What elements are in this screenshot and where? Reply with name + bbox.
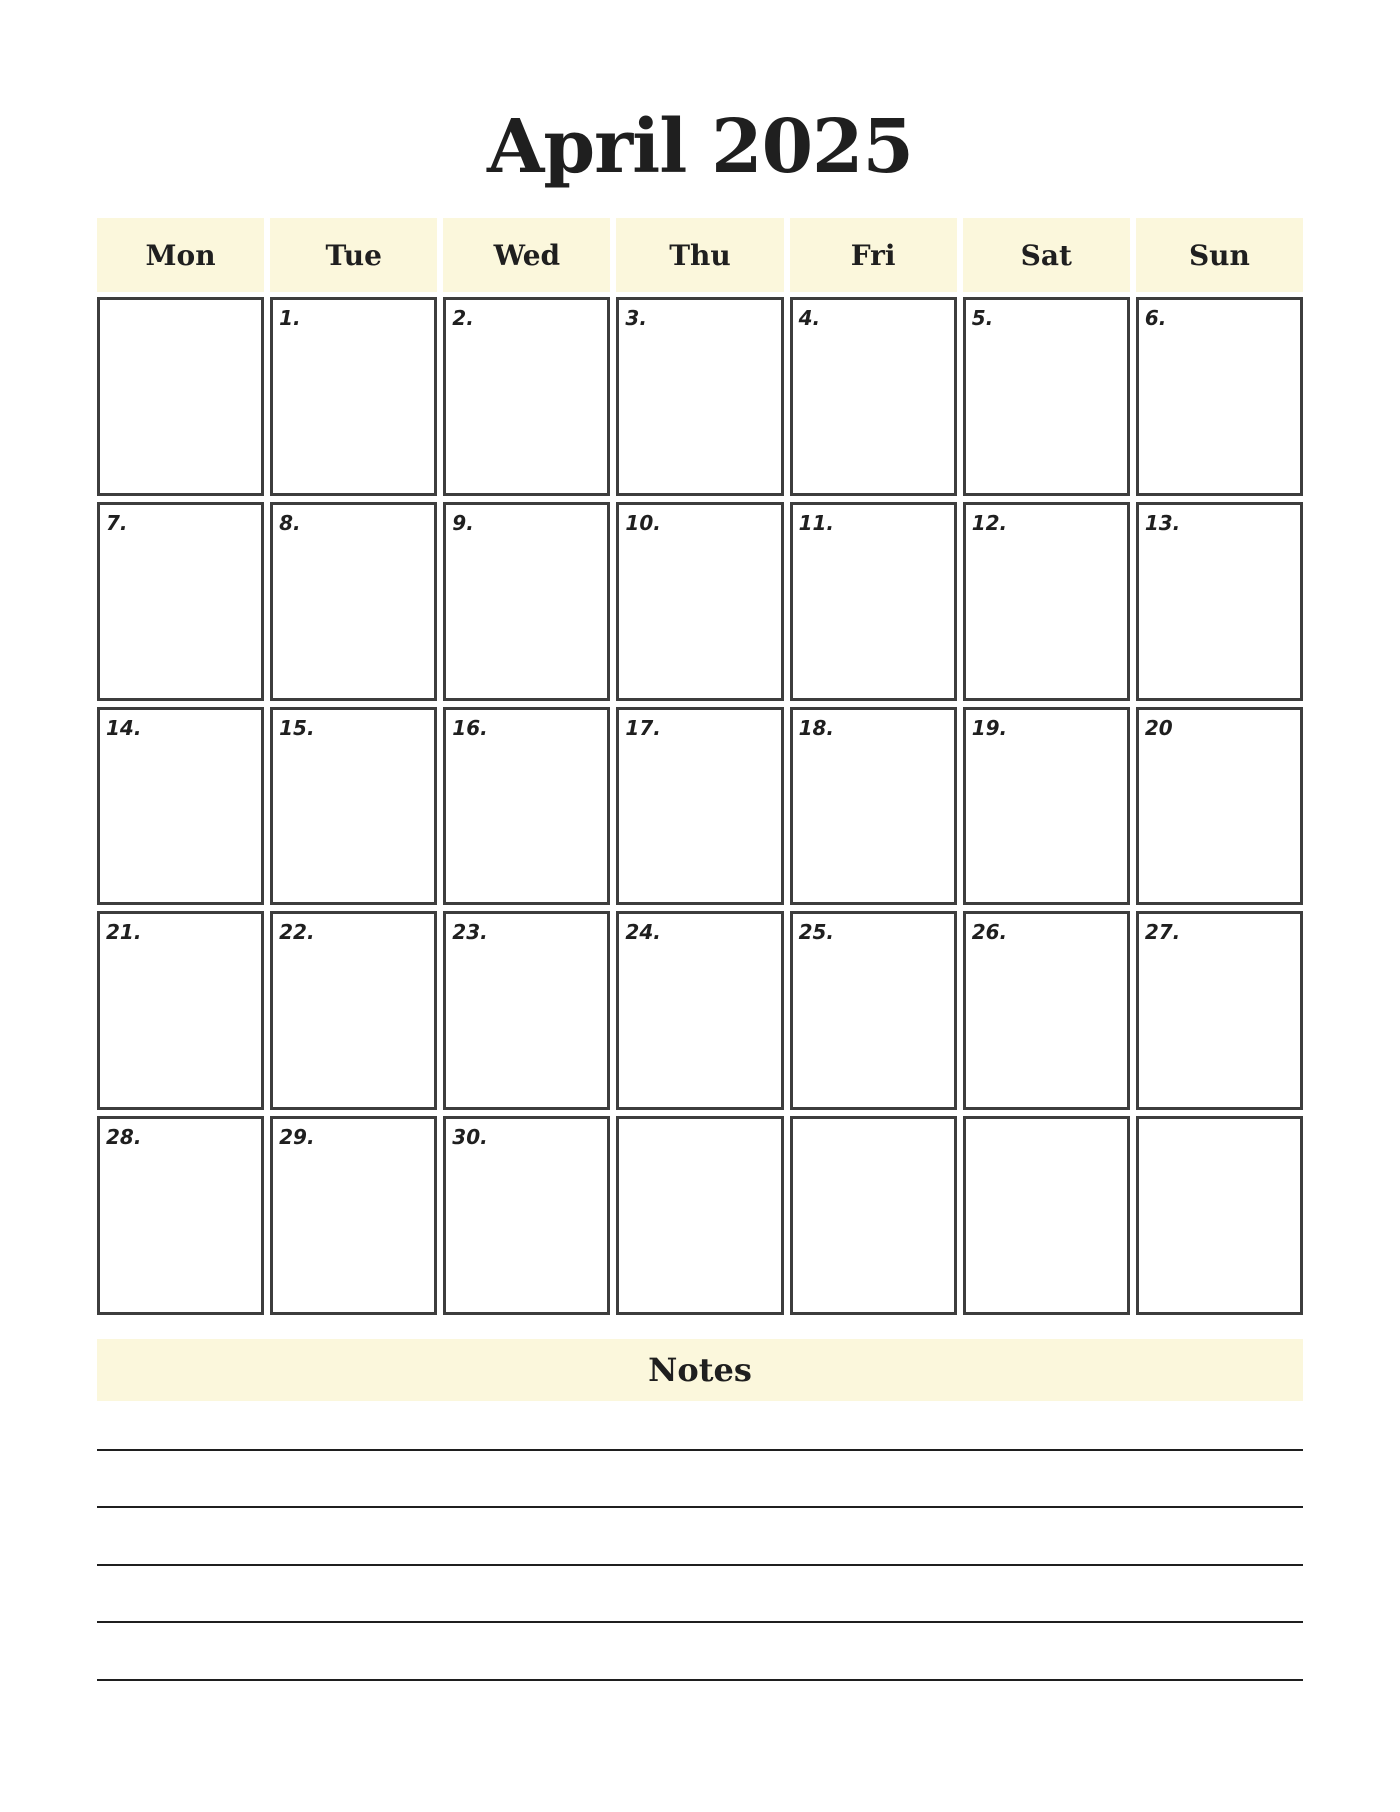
notes-header: Notes xyxy=(97,1339,1303,1401)
day-number: 17. xyxy=(625,715,661,740)
day-cell[interactable] xyxy=(790,502,957,701)
day-number: 7. xyxy=(106,510,128,535)
day-number: 14. xyxy=(106,715,142,740)
day-cell[interactable] xyxy=(97,1116,264,1315)
day-cell[interactable] xyxy=(97,297,264,496)
day-cell[interactable] xyxy=(963,911,1130,1110)
day-cell[interactable] xyxy=(616,502,783,701)
day-cell[interactable] xyxy=(97,911,264,1110)
day-number: 3. xyxy=(625,306,647,330)
day-number: 13. xyxy=(1144,510,1181,535)
calendar-grid xyxy=(97,297,1303,1315)
day-cell[interactable] xyxy=(963,1116,1130,1315)
day-cell[interactable] xyxy=(790,297,957,496)
day-cell[interactable] xyxy=(616,297,783,496)
day-cell[interactable] xyxy=(97,502,264,701)
day-cell[interactable] xyxy=(443,297,610,496)
day-cell[interactable] xyxy=(443,707,610,906)
day-number: 30. xyxy=(452,1125,488,1150)
day-cell[interactable] xyxy=(1136,911,1303,1110)
day-cell[interactable] xyxy=(1136,1116,1303,1315)
day-number: 15. xyxy=(279,715,315,740)
day-cell[interactable] xyxy=(270,1116,437,1315)
day-cell[interactable] xyxy=(443,1116,610,1315)
day-number: 4. xyxy=(798,306,821,330)
day-number: 19. xyxy=(971,715,1008,740)
page-title: April 2025 xyxy=(486,104,914,190)
day-cell[interactable] xyxy=(790,1116,957,1315)
day-cell[interactable] xyxy=(1136,297,1303,496)
day-number: 2. xyxy=(452,306,474,330)
day-number: 24. xyxy=(625,920,661,945)
day-cell[interactable] xyxy=(963,297,1130,496)
day-cell[interactable] xyxy=(1136,502,1303,701)
day-number: 6. xyxy=(1144,306,1167,330)
weekday-tue: Tue xyxy=(270,218,437,292)
day-cell[interactable] xyxy=(1136,707,1303,906)
day-number: 9. xyxy=(452,510,474,535)
day-cell[interactable] xyxy=(790,707,957,906)
day-cell[interactable] xyxy=(270,707,437,906)
day-number: 23. xyxy=(452,920,488,945)
day-number: 27. xyxy=(1144,920,1181,945)
day-number: 5. xyxy=(971,306,994,330)
day-number: 10. xyxy=(625,510,661,535)
day-cell[interactable] xyxy=(270,502,437,701)
day-number: 29. xyxy=(279,1125,315,1150)
weekday-mon: Mon xyxy=(97,218,264,292)
note-line[interactable] xyxy=(97,1449,1303,1451)
weekday-sun: Sun xyxy=(1136,218,1303,292)
weekday-wed: Wed xyxy=(443,218,610,292)
day-number: 8. xyxy=(279,510,301,535)
day-cell[interactable] xyxy=(443,502,610,701)
note-line[interactable] xyxy=(97,1506,1303,1508)
day-cell[interactable] xyxy=(270,911,437,1110)
day-number: 12. xyxy=(971,510,1008,535)
day-cell[interactable] xyxy=(790,911,957,1110)
day-cell[interactable] xyxy=(443,911,610,1110)
day-cell[interactable] xyxy=(270,297,437,496)
note-line[interactable] xyxy=(97,1679,1303,1681)
day-cell[interactable] xyxy=(963,502,1130,701)
day-number: 28. xyxy=(106,1125,142,1150)
weekday-fri: Fri xyxy=(790,218,957,292)
day-number: 20 xyxy=(1144,715,1173,740)
weekday-sat: Sat xyxy=(963,218,1130,292)
note-line[interactable] xyxy=(97,1621,1303,1623)
day-number: 25. xyxy=(798,920,834,945)
day-cell[interactable] xyxy=(963,707,1130,906)
day-cell[interactable] xyxy=(616,911,783,1110)
day-number: 21. xyxy=(106,920,142,945)
note-line[interactable] xyxy=(97,1564,1303,1566)
weekday-thu: Thu xyxy=(616,218,783,292)
weekday-header-row xyxy=(97,218,1303,292)
day-cell[interactable] xyxy=(616,707,783,906)
day-number: 26. xyxy=(971,920,1008,945)
day-number: 18. xyxy=(798,715,834,740)
day-number: 16. xyxy=(452,715,488,740)
day-cell[interactable] xyxy=(616,1116,783,1315)
day-number: 11. xyxy=(798,510,834,535)
day-cell[interactable] xyxy=(97,707,264,906)
day-number: 22. xyxy=(279,920,315,945)
day-number: 1. xyxy=(279,306,301,330)
